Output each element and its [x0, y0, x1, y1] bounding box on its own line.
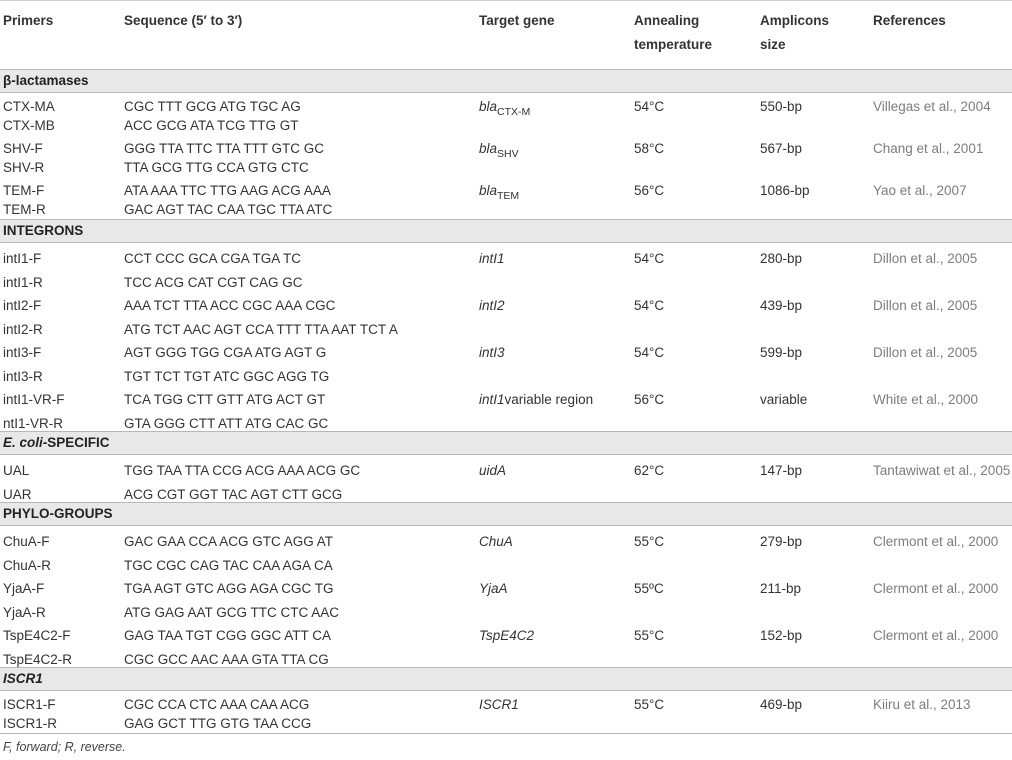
annealing-temperature: 55ºC — [634, 581, 664, 596]
primer-sequence: CGC TTT GCG ATG TGC AG — [124, 99, 301, 114]
primer-sequence: ATA AAA TTC TTG AAG ACG AAA — [124, 183, 331, 198]
header-annealing-line1: Annealing — [634, 13, 700, 28]
primer-name: SHV-F — [3, 141, 43, 156]
reference: Yao et al., 2007 — [873, 183, 967, 198]
primer-name: ISCR1-R — [3, 716, 58, 731]
primer-sequence: GAC GAA CCA ACG GTC AGG AT — [124, 534, 334, 549]
header-amplicons-line1: Amplicons — [760, 13, 830, 28]
primer-sequence: TCC ACG CAT CGT CAG GC — [124, 274, 303, 290]
target-gene-name: intI3 — [479, 345, 505, 360]
annealing-temperature: 54°C — [634, 298, 665, 313]
target-gene — [479, 463, 506, 478]
annealing-temperature: 56°C — [634, 392, 665, 407]
target-gene-subscript: SHV — [497, 148, 519, 160]
header-amplicons-line2: size — [760, 37, 786, 52]
header-target-gene: Target gene — [479, 13, 555, 28]
header-annealing — [634, 9, 712, 57]
section-header — [0, 431, 1012, 455]
primer-sequence: GAG GCT TTG GTG TAA CCG — [124, 716, 312, 731]
primer-name: ISCR1-F — [3, 697, 56, 712]
amplicon-size: 280-bp — [760, 251, 803, 266]
target-gene — [479, 534, 513, 549]
target-gene — [479, 183, 520, 202]
section-title — [3, 506, 113, 522]
target-gene-name: intI2 — [479, 298, 505, 313]
annealing-temperature: 54°C — [634, 251, 665, 266]
primer-sequence: ACC GCG ATA TCG TTG GT — [124, 118, 299, 133]
primer-name: SHV-R — [3, 160, 45, 175]
target-gene-name: bla — [479, 141, 498, 156]
section-title — [3, 73, 89, 89]
amplicon-size: 152-bp — [760, 628, 803, 643]
primer-sequence: TCA TGG CTT GTT ATG ACT GT — [124, 392, 326, 407]
target-gene — [479, 141, 519, 160]
table-row — [0, 290, 1012, 337]
primer-sequence: CGC GCC AAC AAA GTA TTA CG — [124, 651, 329, 667]
table-row — [0, 620, 1012, 667]
target-gene — [479, 628, 534, 643]
target-gene-subscript: CTX-M — [497, 106, 531, 118]
primer-name: intI2-F — [3, 298, 42, 313]
target-gene-suffix: variable region — [504, 392, 594, 407]
amplicon-size: 147-bp — [760, 463, 803, 478]
primer-name: intI2-R — [3, 321, 43, 337]
reference: Dillon et al., 2005 — [873, 298, 978, 313]
target-gene-subscript: TEM — [497, 190, 520, 202]
table-row — [0, 573, 1012, 620]
target-gene — [479, 345, 505, 360]
section-title-text: PHYLO-GROUPS — [3, 506, 113, 521]
primer-name: intI1-F — [3, 251, 42, 266]
annealing-temperature: 54°C — [634, 99, 665, 114]
reference: Villegas et al., 2004 — [873, 99, 991, 114]
table-row — [0, 526, 1012, 573]
target-gene-name: intI1 — [479, 251, 505, 266]
primer-name: CTX-MB — [3, 118, 55, 133]
primer-name: intI3-F — [3, 345, 42, 360]
primer-sequence: ATG GAG AAT GCG TTC CTC AAC — [124, 604, 340, 620]
primer-name: ntI1-VR-R — [3, 415, 64, 431]
reference: Dillon et al., 2005 — [873, 251, 978, 266]
section-title — [3, 671, 43, 687]
reference: White et al., 2000 — [873, 392, 979, 407]
annealing-temperature: 55°C — [634, 697, 665, 712]
table-row — [0, 243, 1012, 290]
section-header — [0, 667, 1012, 691]
target-gene — [479, 392, 593, 407]
primer-name: intI3-R — [3, 368, 43, 384]
target-gene-name: intI1 — [479, 392, 505, 407]
target-gene-name: uidA — [479, 463, 507, 478]
primer-sequence: TTA GCG TTG CCA GTG CTC — [124, 160, 309, 175]
reference: Kiiru et al., 2013 — [873, 697, 971, 712]
target-gene — [479, 581, 508, 596]
primer-name: intI1-R — [3, 274, 43, 290]
primer-name: TspE4C2-F — [3, 628, 71, 643]
amplicon-size: 279-bp — [760, 534, 803, 549]
primer-name: UAL — [3, 463, 30, 478]
primer-name: ChuA-R — [3, 557, 52, 573]
table-row — [0, 135, 1012, 177]
table-body — [0, 69, 1012, 733]
primer-sequence: TGC CGC CAG TAC CAA AGA CA — [124, 557, 333, 573]
target-gene-name: YjaA — [479, 581, 508, 596]
reference: Tantawiwat et al., 2005 — [873, 463, 1011, 478]
target-gene-name: ChuA — [479, 534, 513, 549]
section-title-text: ISCR1 — [3, 671, 43, 686]
target-gene — [479, 99, 531, 118]
header-amplicons — [760, 9, 829, 57]
table-row — [0, 455, 1012, 502]
header-annealing-line2: temperature — [634, 37, 713, 52]
primer-sequence: CGC CCA CTC AAA CAA ACG — [124, 697, 310, 712]
annealing-temperature: 55°C — [634, 534, 665, 549]
amplicon-size: 550-bp — [760, 99, 803, 114]
primer-sequence: ATG TCT AAC AGT CCA TTT TTA AAT TCT A — [124, 321, 398, 337]
primer-sequence: AGT GGG TGG CGA ATG AGT G — [124, 345, 327, 360]
annealing-temperature: 62°C — [634, 463, 665, 478]
target-gene — [479, 697, 519, 712]
section-title — [3, 435, 110, 451]
footnote: F, forward; R, reverse. — [3, 740, 126, 754]
amplicon-size: 469-bp — [760, 697, 803, 712]
primer-name: ChuA-F — [3, 534, 50, 549]
target-gene-name: bla — [479, 183, 498, 198]
amplicon-size: variable — [760, 392, 808, 407]
reference: Clermont et al., 2000 — [873, 581, 999, 596]
primer-sequence: TGT TCT TGT ATC GGC AGG TG — [124, 368, 330, 384]
reference: Clermont et al., 2000 — [873, 534, 999, 549]
primer-sequence: GGG TTA TTC TTA TTT GTC GC — [124, 141, 325, 156]
primer-sequence: GAG TAA TGT CGG GGC ATT CA — [124, 628, 332, 643]
section-header — [0, 502, 1012, 526]
table-row — [0, 337, 1012, 384]
primer-sequence: AAA TCT TTA ACC CGC AAA CGC — [124, 298, 336, 313]
section-title-text: -SPECIFIC — [42, 435, 110, 450]
primer-sequence: GAC AGT TAC CAA TGC TTA ATC — [124, 202, 333, 217]
primer-name: TEM-F — [3, 183, 45, 198]
target-gene — [479, 298, 505, 313]
header-sequence: Sequence (5′ to 3′) — [124, 13, 243, 28]
target-gene — [479, 251, 505, 266]
amplicon-size: 567-bp — [760, 141, 803, 156]
section-header — [0, 69, 1012, 93]
header-primers: Primers — [3, 13, 54, 28]
amplicon-size: 211-bp — [760, 581, 802, 596]
section-title — [3, 223, 83, 239]
annealing-temperature: 55°C — [634, 628, 665, 643]
target-gene-name: bla — [479, 99, 498, 114]
section-title-text: INTEGRONS — [3, 223, 84, 238]
section-title-text: β-lactamases — [3, 73, 89, 88]
primer-name: intI1-VR-F — [3, 392, 65, 407]
primer-sequence: GTA GGG CTT ATT ATG CAC GC — [124, 415, 329, 431]
section-header — [0, 219, 1012, 243]
primer-name: CTX-MA — [3, 99, 55, 114]
header-references: References — [873, 13, 946, 28]
primer-name: TEM-R — [3, 202, 46, 217]
target-gene-name: TspE4C2 — [479, 628, 535, 643]
table-row — [0, 93, 1012, 135]
annealing-temperature: 58°C — [634, 141, 665, 156]
amplicon-size: 599-bp — [760, 345, 803, 360]
reference: Chang et al., 2001 — [873, 141, 984, 156]
primer-name: YjaA-R — [3, 604, 46, 620]
primer-name: TspE4C2-R — [3, 651, 73, 667]
table-bottom-rule — [0, 733, 1012, 734]
table-header — [0, 0, 1012, 69]
target-gene-name: ISCR1 — [479, 697, 519, 712]
primer-name: UAR — [3, 486, 32, 502]
table-row — [0, 691, 1012, 733]
section-title-italic: E. coli — [3, 435, 43, 450]
amplicon-size: 1086-bp — [760, 183, 810, 198]
primer-name: YjaA-F — [3, 581, 45, 596]
reference: Dillon et al., 2005 — [873, 345, 978, 360]
amplicon-size: 439-bp — [760, 298, 803, 313]
primer-sequence: CCT CCC GCA CGA TGA TC — [124, 251, 302, 266]
primer-sequence: TGG TAA TTA CCG ACG AAA ACG GC — [124, 463, 361, 478]
annealing-temperature: 56°C — [634, 183, 665, 198]
annealing-temperature: 54°C — [634, 345, 665, 360]
primer-sequence: TGA AGT GTC AGG AGA CGC TG — [124, 581, 334, 596]
table-row — [0, 177, 1012, 219]
table-row — [0, 384, 1012, 431]
reference: Clermont et al., 2000 — [873, 628, 999, 643]
primer-sequence: ACG CGT GGT TAC AGT CTT GCG — [124, 486, 343, 502]
